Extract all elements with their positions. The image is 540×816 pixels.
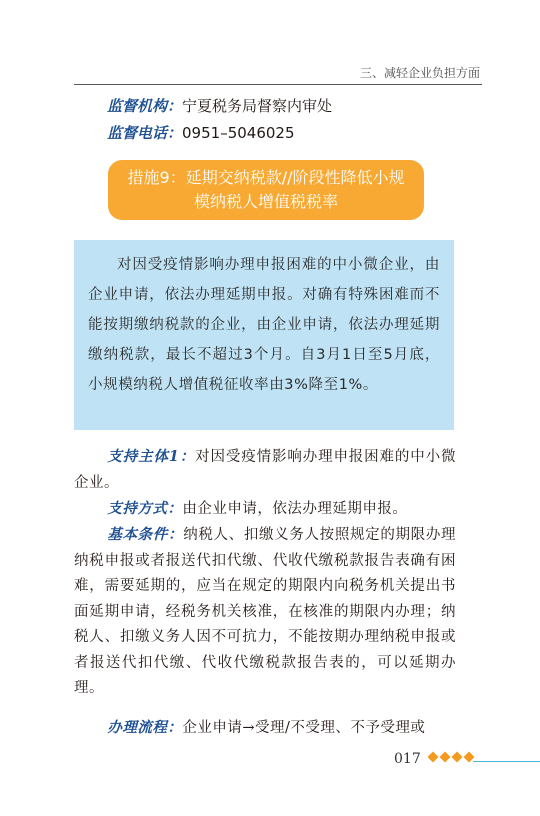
process-label: 办理流程： [107, 719, 183, 736]
supervision-phone-value: 0951–5046025 [182, 124, 295, 142]
footer-rule [473, 761, 540, 762]
page-number: 017 [394, 751, 421, 767]
support-method-paragraph [74, 496, 456, 523]
measure-summary-text: 对因受疫情影响办理申报困难的中小微企业，由企业申请，依法办理延期申报。对确有特殊困难而不能按期缴纳税款的企业，由企业申请，依法办理延期缴纳税款，最长不超过3个月。自3月1日至5月底，小规模纳税人增值税征收率由3%降至1%。 [88, 257, 440, 393]
support-method-value: 由企业申请，依法办理延期申报。 [182, 501, 408, 517]
process-value: 企业申请→受理/不受理、不予受理或 [182, 720, 426, 736]
basic-condition-label: 基本条件： [107, 526, 184, 543]
supervision-agency-value: 宁夏税务局督察内审处 [182, 97, 333, 115]
supervision-phone-label: 监督电话： [107, 124, 183, 142]
process-paragraph [74, 715, 456, 742]
support-subject-paragraph [74, 444, 456, 496]
footer-diamond-ornament [428, 752, 474, 762]
basic-condition-paragraph [74, 522, 456, 702]
diamond-icon [439, 751, 450, 762]
supervision-phone-line [107, 123, 295, 143]
running-header: 三、减轻企业负担方面 [359, 66, 480, 80]
support-method-label: 支持方式： [107, 500, 183, 517]
measure-title: 措施9：延期交纳税款//阶段性降低小规模纳税人增值税税率 [127, 168, 405, 211]
supervision-agency-label: 监督机构： [107, 97, 183, 115]
basic-condition-value: 纳税人、扣缴义务人按照规定的期限办理纳税申报或者报送代扣代缴、代收代缴税款报告表确有困难，需要延期的，应当在规定的期限内向税务机关提出书面延期申请，经税务机关核准，在核准的期限内办理；纳税人、扣缴义务人因不可抗力，不能按期办理纳税申报或者报送代扣代缴、代收代缴税款报告表的，可以延期办理。 [74, 527, 457, 696]
measure-summary-box [74, 240, 454, 430]
support-subject-value: 对因受疫情影响办理申报困难的中小微企业。 [74, 449, 457, 491]
header-divider [74, 84, 482, 85]
supervision-agency-line [107, 96, 332, 116]
support-subject-label: 支持主体1： [107, 448, 196, 465]
diamond-icon [427, 751, 438, 762]
measure-title-banner [108, 160, 424, 220]
diamond-icon [451, 751, 462, 762]
